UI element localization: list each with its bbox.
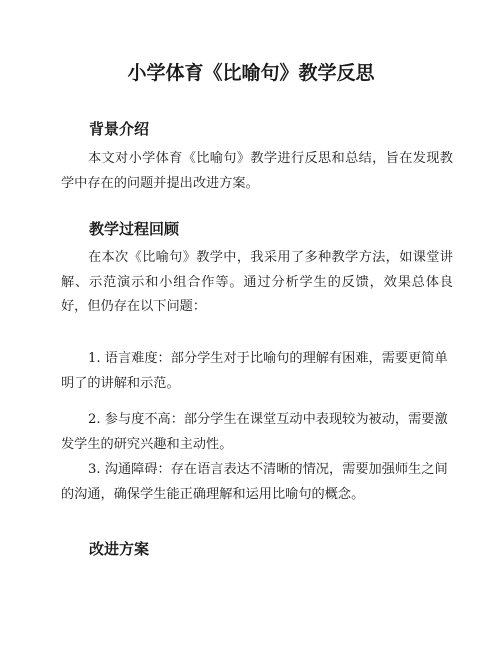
document-title: 小学体育《比喻句》教学反思 — [127, 62, 375, 84]
list-item-low-participation: 2. 参与度不高：部分学生在课堂互动中表现较为被动，需要激发学生的研究兴趣和主动性。 — [61, 412, 448, 452]
section-heading-improvement-plan: 改进方案 — [89, 540, 150, 558]
section-heading-process-review: 教学过程回顾 — [89, 220, 180, 238]
list-item-communication-barrier: 3. 沟通障碍：存在语言表达不清晰的情况，需要加强师生之间的沟通，确保学生能正确理解和运用比喻句的概念。 — [61, 462, 448, 502]
section-paragraph-process-review: 在本次《比喻句》教学中，我采用了多种教学方法，如课堂讲解、示范演示和小组合作等。通过分析学生的反馈，效果总体良好，但仍存在以下问题： — [61, 250, 453, 314]
section-heading-background: 背景介绍 — [89, 120, 150, 138]
section-paragraph-background: 本文对小学体育《比喻句》教学进行反思和总结，旨在发现教学中存在的问题并提出改进方案。 — [61, 151, 453, 191]
list-item-language-difficulty: 1. 语言难度：部分学生对于比喻句的理解有困难，需要更简单明了的讲解和示范。 — [61, 351, 448, 391]
